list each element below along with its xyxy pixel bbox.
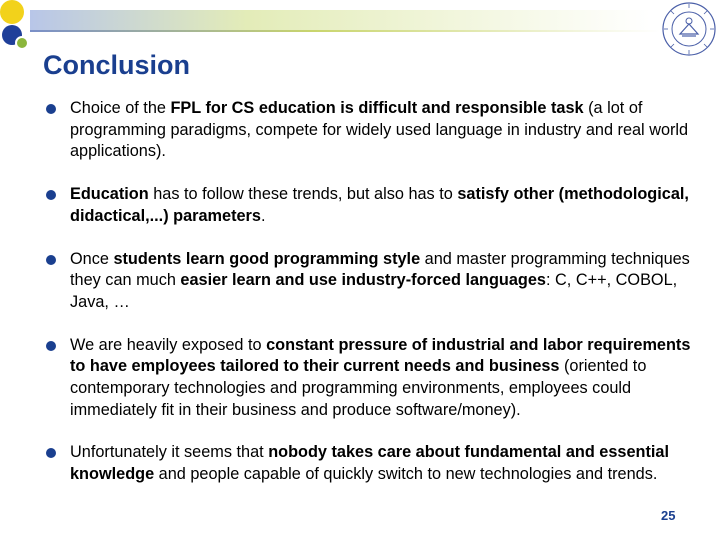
bullet-bold-segment: satisfy other (methodological, didactical,...) parameters xyxy=(70,185,689,225)
header-gradient-bar xyxy=(30,10,650,30)
slide-title: Conclusion xyxy=(43,50,190,80)
bullet-text xyxy=(70,443,669,483)
bullet-text-segment: : C, C++, COBOL, Java, … xyxy=(70,271,678,311)
bullet-text-segment: We are heavily exposed to xyxy=(70,335,267,354)
bullet-text-segment: (a lot of programming paradigms, compete for widely used language in industry and real world applications). xyxy=(70,99,689,161)
bullet-text xyxy=(70,336,690,419)
bullet-item xyxy=(43,98,703,163)
bullet-text-segment: . xyxy=(260,206,266,225)
bullet-text-segment: (oriented to contemporary technologies and programming environments, employees could immediately fit in their business and produce software/money). xyxy=(70,357,647,419)
bullet-dot-icon xyxy=(46,190,56,200)
bullet-list xyxy=(43,98,703,486)
bullet-text-segment: and master programming techniques they can much xyxy=(70,249,690,290)
bullet-bold-segment: Education xyxy=(70,185,149,204)
page-number: 25 xyxy=(661,508,676,523)
bullet-text xyxy=(70,185,689,225)
bullet-text-segment: Once xyxy=(70,249,114,268)
bullet-dot-icon xyxy=(46,255,56,265)
bullet-bold-segment: constant pressure of industrial and labor requirements to have employees tailored to their current needs and business xyxy=(70,335,691,376)
bullet-text-segment: Unfortunately it seems that xyxy=(70,443,269,462)
bullet-bold-segment: students learn good programming style xyxy=(113,249,421,268)
bullet-dot-icon xyxy=(46,104,56,114)
bullet-text-segment: Choice of the xyxy=(70,99,171,117)
bullet-text xyxy=(70,250,690,311)
yellow-circle-decoration xyxy=(0,0,24,24)
bullet-bold-segment: nobody takes care about fundamental and essential knowledge xyxy=(70,443,669,484)
bullet-item xyxy=(43,249,703,314)
bullet-item xyxy=(43,184,703,227)
bullet-item xyxy=(43,335,703,422)
bullet-dot-icon xyxy=(46,448,56,458)
bullet-text xyxy=(70,99,688,160)
bullet-bold-segment: easier learn and use industry-forced languages xyxy=(180,271,546,290)
bullet-bold-segment: FPL for CS education is difficult and responsible task xyxy=(170,99,584,117)
green-circle-decoration xyxy=(15,36,29,50)
bullet-text-segment: and people capable of quickly switch to new technologies and trends. xyxy=(154,465,658,484)
bullet-dot-icon xyxy=(46,341,56,351)
bullet-text-segment: has to follow these trends, but also has to xyxy=(148,185,458,204)
bullet-item xyxy=(43,442,703,485)
header-divider-line xyxy=(30,30,660,32)
university-seal-icon xyxy=(660,0,718,58)
